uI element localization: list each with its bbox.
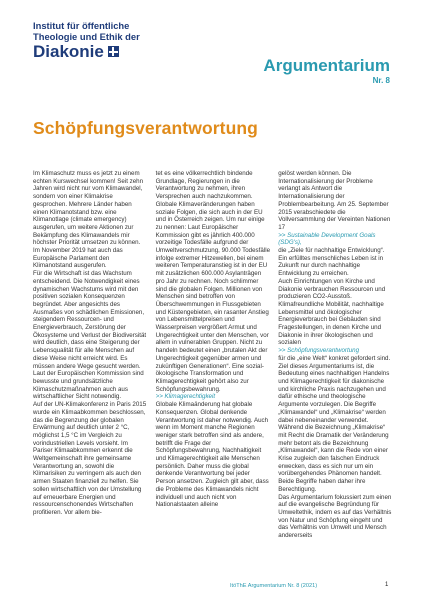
diakonie-cross-icon [108,46,119,57]
logo-line-3 [33,42,140,61]
paragraph: Ziel dieses Argumentariums ist, die Bedeutung eines nachhaltigen Handelns und Klimagerechtigkeit für diakonische und kirchliche Praxis nachzugehen und dafür ethische und theologische Argumente vorzulegen. Die Begriffe „Klimawandel“ und „Klimakrise“ werden dabei nebeneinander verwendet. Während die Bezeichnung „Klimakrise“ mit Recht die Dramatik der Veränderung mehr betont als die Bezeichnung „Klimawandel“, kann die Rede von einer Krise zugleich den falschen Eindruck erwecken, dass es sich nur um ein vorübergehendes Phänomen handelt. Beide Begriffe haben daher ihre Berechtigung. [278,362,392,493]
text-column-2 [156,170,271,575]
paragraph: gelöst werden können. Die Internationalisierung der Probleme verlangt als Antwort die Internationalisierung der Problembearbeitung. Am 25. September 2015 verabschiedete die Vollversammlung der Vereinten Nationen 17 [278,170,393,231]
body-text [33,170,393,575]
paragraph: Für die Wirtschaft ist das Wachstum entscheidend. Die Notwendigkeit eines dynamischen Wachstums wird mit den positiven sozialen Konsequenzen begründet. Aber angesichts des Ausmaßes von schädlichen Emissionen, steigendem Ressourcen- und Energieverbrauch, Zerstörung der Ökosysteme und Verlust der Biodiversität wird deutlich, dass eine Steigerung der Lebensqualität für alle Menschen auf diese Weise nicht erreicht wird. Es müssen andere Wege gesucht werden. Laut der Europäischen Kommission sind bewusste und grundsätzliche Klimaschutzmaßnahmen auch aus wirtschaftlicher Sicht notwendig. [33,270,148,401]
link-schoepfungsverantwortung[interactable]: >> Schöpfungsverantwortung [278,347,360,355]
paragraph: für die „eine Welt“ konkret gefordert sind. [278,354,391,362]
series-name: Argumentarium [263,56,390,75]
series-number: Nr. 8 [372,76,390,85]
paragraph: Globale Klimaveränderungen haben soziale Folgen, die sich auch in der EU und in Österreich zeigen. Um nur einige zu nennen: Laut Europäischer Kommission gibt es jährlich 400.000 vorzeitige Todesfälle aufgrund der Umweltverschmutzung, 90.000 Todesfälle infolge extremer Hitzewellen, bei einem weiteren Temperaturanstieg ist in der EU mit zusätzlichen 600.000 Asylanträgen pro Jahr zu rechnen. Noch schlimmer sind die globalen Folgen. Millionen von Menschen sind betroffen von Überschwemmungen in Flussgebieten und Küstengebieten, ein rasanter Anstieg von Lebensmittelpreisen und Wasserpreisen vergrößert Armut und Ungerechtigkeit unter den Menschen, vor allem in vulnerablen Gruppen. Nicht zu handeln bedeutet einen „brutalen Akt der Ungerechtigkeit gegenüber armen und zukünftigen Generationen“. Eine sozial-ökologische Transformation und Klimagerechtigkeit gehört also zur Schöpfungsbewahrung. [155,200,272,393]
footer-citation: ItöThE Argumentarium Nr. 8 (2021) [230,583,318,589]
logo-line-1: Institut für öffentliche [33,20,130,31]
page-title: Schöpfungsverantwortung [33,118,258,138]
text-column-1 [33,170,148,575]
text-column-3 [278,170,393,575]
paragraph: die „Ziele für nachhaltige Entwicklung“. Ein erfülltes menschliches Leben ist in Zukunft nur durch nachhaltige Entwicklung zu erreichen. [278,247,387,278]
page-number: 1 [385,582,389,588]
link-klimagerechtigkeit[interactable]: >> Klimagerechtigkeit [155,393,216,401]
paragraph: Im Klimaschutz muss es jetzt zu einem echten Kurswechsel kommen! Seit zehn Jahren wird nicht nur vom Klimawandel, sondern von einer Klimakrise gesprochen. Mehrere Länder haben einen Klimanotstand bzw. eine Klimanotlage (climate emergency) ausgerufen, um weitere Aktionen zur Bekämpfung des Klimawandels mir höchster Priorität umsetzen zu können. Im November 2019 hat auch das Europäische Parlament den Klimanotstand ausgerufen. [33,170,145,270]
institute-logo [33,20,140,61]
series-header [263,56,390,87]
logo-diakonie-text: Diakonie [33,42,104,61]
paragraph: Das Argumentarium fokussiert zum einen auf die evangelische Begründung für Umweltethik, indem es auf das Verhältnis von Natur und Schöpfung eingeht und das Verhältnis von Umwelt und Mensch andererseits [278,493,394,540]
link-sdgs[interactable]: >> Sustainable Development Goals (SDG's), [278,231,378,247]
logo-line-2: Theologie und Ethik der [33,31,140,42]
paragraph: Globale Klimaänderung hat globale Konsequenzen. Global denkende Verantwortung ist daher notwendig. Auch wenn im Moment manche Regionen weniger stark betroffen sind als andere, betrifft die Frage der Schöpfungsbewahrung, Nachhaltigkeit und Klimagerechtigkeit alle Menschen persönlich. Daher muss die global denkende Verantwortung bei jeder Person ansetzen. Zugleich gilt aber, dass die Probleme des Klimawandels nicht individuell und auch nicht von Nationalstaaten alleine [155,401,271,509]
paragraph: Auf der UN-Klimakonferenz in Paris 2015 wurde ein Klimaabkommen beschlossen, das die Begrenzung der globalen Erwärmung auf deutlich unter 2 °C, möglichst 1,5 °C im Vergleich zu vorindustriellen Levels vorsieht. Im Pariser Klimaabkommen erkennt die Weltgemeinschaft ihre gemeinsame Verantwortung an, sowohl die Klimarisiken zu verringern als auch den armen Staaten finanziell zu helfen. Sie sollen wirtschaftlich von der Umstellung auf erneuerbare Energien und ressourcenschonendes Wirtschaften profitieren. Vor allem bie- [33,401,148,516]
paragraph: tet es eine völkerrechtlich bindende Grundlage, Regierungen in die Verantwortung zu nehmen, ihren Versprechen auch nachzukommen. [155,170,255,201]
paragraph: Auch Einrichtungen von Kirche und Diakonie verbrauchen Ressourcen und produzieren CO2-Ausstoß. Klimafreundliche Mobilität, nachhaltige Lebensmittel und ökologischer Energieverbrauch bei Gebäuden sind Fragestellungen, in denen Kirche und Diakonie in ihrer ökologischen und sozialen [278,277,387,347]
